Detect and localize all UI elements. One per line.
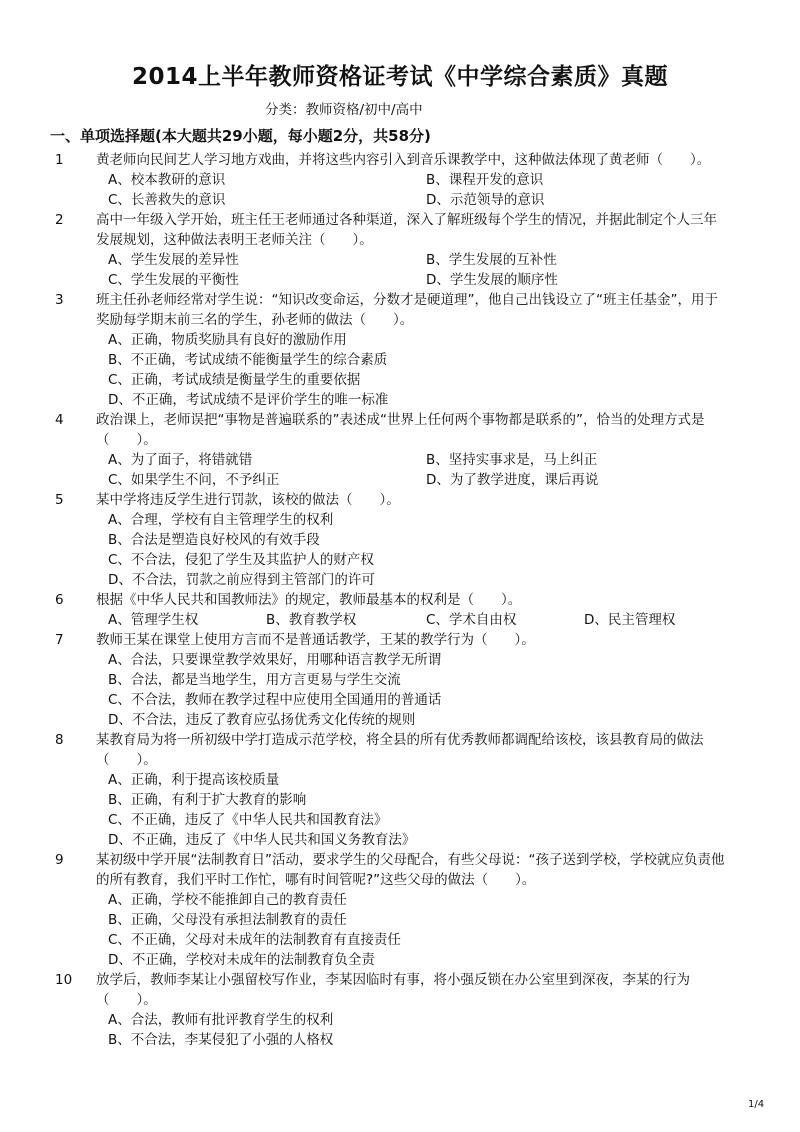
question-number: 2 bbox=[55, 212, 64, 228]
answer-option: A、正确，物质奖励具有良好的激励作用 bbox=[108, 332, 347, 348]
question-item bbox=[0, 630, 800, 730]
answer-option: B、正确，父母没有承担法制教育的责任 bbox=[108, 912, 347, 928]
question-number: 6 bbox=[55, 592, 64, 608]
question-stem: 班主任孙老师经常对学生说：“知识改变命运，分数才是硬道理”，他自己出钱设立了“班主任基金”，用于奖励每学期末前三名的学生，孙老师的做法（ ）。 bbox=[96, 292, 718, 328]
question-stem: 放学后，教师李某让小强留校写作业，李某因临时有事，将小强反锁在办公室里到深夜，李某的行为（ ）。 bbox=[96, 972, 690, 1008]
page-number: 1/4 bbox=[748, 1099, 765, 1110]
question-stem: 某教育局为将一所初级中学打造成示范学校，将全县的所有优秀教师都调配给该校，该县教育局的做法（ ）。 bbox=[96, 732, 704, 768]
question-item bbox=[0, 590, 800, 630]
answer-option: B、不正确，考试成绩不能衡量学生的综合素质 bbox=[108, 352, 388, 368]
question-stem: 某初级中学开展“法制教育日”活动，要求学生的父母配合，有些父母说：“孩子送到学校，学校就应负责他的所有教育，我们平时工作忙，哪有时间管呢?”这些父母的做法（ ）。 bbox=[96, 852, 725, 888]
answer-option: D、不正确，学校对未成年的法制教育负全责 bbox=[108, 952, 375, 968]
question-number: 8 bbox=[55, 732, 64, 748]
question-stem: 黄老师向民间艺人学习地方戏曲，并将这些内容引入到音乐课教学中，这种做法体现了黄老师（ ）。 bbox=[96, 152, 711, 168]
answer-option: B、课程开发的意识 bbox=[426, 172, 544, 188]
option-group bbox=[108, 890, 728, 970]
answer-option: C、不正确，违反了《中华人民共和国教育法》 bbox=[108, 812, 388, 828]
option-group bbox=[108, 510, 728, 590]
answer-option: A、为了面子，将错就错 bbox=[108, 452, 253, 468]
option-group bbox=[108, 610, 728, 630]
answer-option: D、民主管理权 bbox=[584, 612, 676, 628]
question-number: 1 bbox=[55, 152, 64, 168]
question-item bbox=[0, 970, 800, 1050]
option-group bbox=[108, 250, 728, 290]
question-stem: 政治课上，老师误把“事物是普遍联系的”表述成“世界上任何两个事物都是联系的”，恰当的处理方式是（ ）。 bbox=[96, 412, 705, 448]
answer-option: D、不合法，违反了教育应弘扬优秀文化传统的规则 bbox=[108, 712, 416, 728]
option-group bbox=[108, 650, 728, 730]
answer-option: A、校本教研的意识 bbox=[108, 172, 226, 188]
question-item bbox=[0, 410, 800, 490]
answer-option: C、正确，考试成绩是衡量学生的重要依据 bbox=[108, 372, 361, 388]
answer-option: A、管理学生权 bbox=[108, 612, 199, 628]
answer-option: A、学生发展的差异性 bbox=[108, 252, 239, 268]
question-number: 10 bbox=[55, 972, 73, 988]
document-title: 2014上半年教师资格证考试《中学综合素质》真题 bbox=[131, 64, 668, 90]
answer-option: B、不合法，李某侵犯了小强的人格权 bbox=[108, 1032, 334, 1048]
answer-option: B、正确，有利于扩大教育的影响 bbox=[108, 792, 307, 808]
question-stem: 高中一年级入学开始，班主任王老师通过各种渠道，深入了解班级每个学生的情况，并据此制定个人三年发展规划，这种做法表明王老师关注（ ）。 bbox=[96, 212, 717, 248]
answer-option: C、如果学生不问，不予纠正 bbox=[108, 472, 280, 488]
question-number: 5 bbox=[55, 492, 64, 508]
answer-option: C、不正确，父母对未成年的法制教育有直接责任 bbox=[108, 932, 401, 948]
answer-option: D、为了教学进度，课后再说 bbox=[426, 472, 599, 488]
answer-option: B、教育教学权 bbox=[266, 612, 357, 628]
answer-option: A、正确，学校不能推卸自己的教育责任 bbox=[108, 892, 347, 908]
question-item bbox=[0, 490, 800, 590]
answer-option: B、学生发展的互补性 bbox=[426, 252, 557, 268]
answer-option: A、正确，利于提高该校质量 bbox=[108, 772, 280, 788]
answer-option: D、示范领导的意识 bbox=[426, 192, 545, 208]
question-stem: 根据《中华人民共和国教师法》的规定，教师最基本的权利是（ ）。 bbox=[96, 592, 522, 608]
question-item bbox=[0, 730, 800, 850]
question-number: 7 bbox=[55, 632, 64, 648]
option-group bbox=[108, 330, 728, 410]
question-number: 4 bbox=[55, 412, 64, 428]
question-list bbox=[0, 150, 800, 1050]
question-item bbox=[0, 290, 800, 410]
question-number: 3 bbox=[55, 292, 64, 308]
question-number: 9 bbox=[55, 852, 64, 868]
question-item bbox=[0, 850, 800, 970]
category-line: 分类：教师资格/初中/高中 bbox=[265, 102, 423, 118]
answer-option: D、学生发展的顺序性 bbox=[426, 272, 558, 288]
option-group bbox=[108, 770, 728, 850]
question-stem: 某中学将违反学生进行罚款，该校的做法（ ）。 bbox=[96, 492, 400, 508]
option-group bbox=[108, 170, 728, 210]
answer-option: D、不合法，罚款之前应得到主管部门的许可 bbox=[108, 572, 375, 588]
question-stem: 教师王某在课堂上使用方言而不是普通话教学，王某的教学行为（ ）。 bbox=[96, 632, 535, 648]
question-item bbox=[0, 150, 800, 210]
answer-option: C、长善救失的意识 bbox=[108, 192, 226, 208]
answer-option: D、不正确，违反了《中华人民共和国义务教育法》 bbox=[108, 832, 416, 848]
question-item bbox=[0, 210, 800, 290]
answer-option: C、不合法，侵犯了学生及其监护人的财产权 bbox=[108, 552, 374, 568]
answer-option: C、学术自由权 bbox=[426, 612, 517, 628]
option-group bbox=[108, 1010, 728, 1050]
option-group bbox=[108, 450, 728, 490]
answer-option: A、合法，只要课堂教学效果好，用哪种语言教学无所谓 bbox=[108, 652, 442, 668]
answer-option: A、合理，学校有自主管理学生的权利 bbox=[108, 512, 334, 528]
answer-option: C、不合法，教师在教学过程中应使用全国通用的普通话 bbox=[108, 692, 442, 708]
answer-option: D、不正确，考试成绩不是评价学生的唯一标准 bbox=[108, 392, 389, 408]
answer-option: B、合法，都是当地学生，用方言更易与学生交流 bbox=[108, 672, 401, 688]
answer-option: A、合法，教师有批评教育学生的权利 bbox=[108, 1012, 334, 1028]
section-heading: 一、单项选择题(本大题共29小题，每小题2分，共58分) bbox=[50, 127, 431, 145]
answer-option: B、合法是塑造良好校风的有效手段 bbox=[108, 532, 320, 548]
answer-option: B、坚持实事求是，马上纠正 bbox=[426, 452, 598, 468]
answer-option: C、学生发展的平衡性 bbox=[108, 272, 239, 288]
